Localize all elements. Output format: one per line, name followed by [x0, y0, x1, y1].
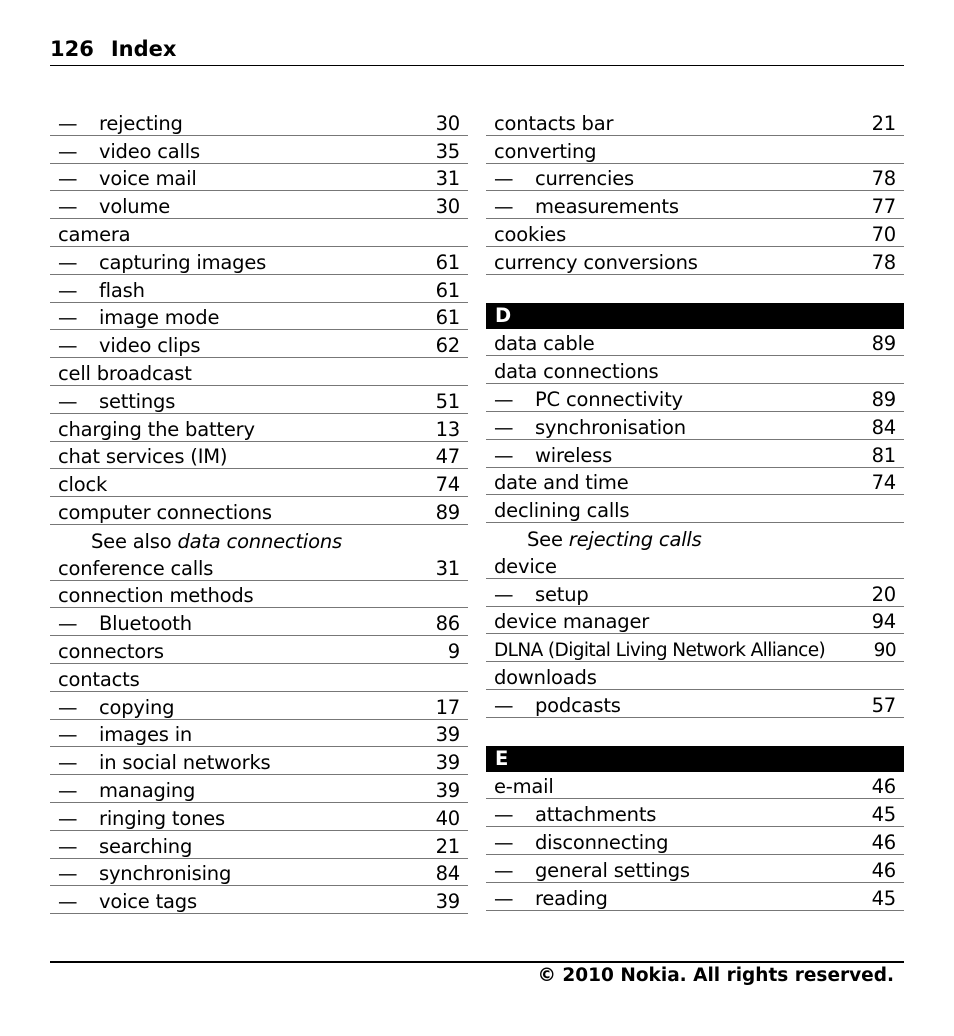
- entry-term: in social networks: [99, 751, 271, 775]
- entry-term: podcasts: [535, 693, 621, 717]
- entry-page-number: 45: [871, 886, 896, 910]
- entry-label: [494, 887, 608, 910]
- subentry-dash: —: [58, 834, 78, 858]
- entry-page-number: 61: [435, 306, 460, 330]
- entry-label: [58, 612, 192, 635]
- entry-label: [58, 668, 140, 691]
- index-subentry: [50, 775, 468, 803]
- entry-term: attachments: [535, 803, 657, 827]
- entry-label: [58, 862, 231, 885]
- entry-term: ringing tones: [99, 806, 226, 830]
- see-target: rejecting calls: [568, 527, 702, 551]
- subentry-dash: —: [58, 806, 78, 830]
- entry-page-number: 40: [435, 806, 460, 830]
- entry-page-number: 30: [435, 111, 460, 135]
- entry-page-number: 45: [871, 803, 896, 827]
- entry-page-number: 31: [435, 167, 460, 191]
- subentry-dash: —: [58, 723, 78, 747]
- entry-term: computer connections: [58, 500, 272, 524]
- index-entry: [486, 219, 904, 247]
- entry-term: measurements: [535, 195, 679, 219]
- index-subentry: [486, 164, 904, 192]
- entry-page-number: 61: [435, 250, 460, 274]
- entry-label: [58, 696, 174, 719]
- index-subentry: [50, 803, 468, 831]
- entry-label: [494, 195, 679, 218]
- entry-page-number: 94: [871, 610, 896, 634]
- entry-label: [58, 807, 225, 830]
- entry-label: [494, 444, 612, 467]
- entry-term: camera: [58, 222, 131, 246]
- entry-page-number: 51: [435, 389, 460, 413]
- index-column-left: [50, 108, 468, 914]
- index-column-right: [486, 108, 904, 911]
- entry-term: charging the battery: [58, 417, 255, 441]
- entry-label: [58, 890, 197, 913]
- section-spacer: [486, 275, 904, 303]
- entry-page-number: 90: [873, 640, 896, 662]
- entry-page-number: 74: [435, 473, 460, 497]
- entry-term: settings: [99, 389, 176, 413]
- entry-term: Bluetooth: [99, 612, 192, 636]
- subentry-dash: —: [494, 858, 514, 882]
- index-subentry: [50, 720, 468, 748]
- entry-term: voice tags: [99, 890, 197, 914]
- entry-label: [58, 473, 107, 496]
- index-subentry: [486, 690, 904, 718]
- index-entry: [50, 553, 468, 581]
- index-entry: [486, 634, 904, 662]
- subentry-dash: —: [58, 751, 78, 775]
- entry-term: converting: [494, 139, 597, 163]
- entry-term: video clips: [99, 334, 201, 358]
- entry-term: cell broadcast: [58, 361, 192, 385]
- entry-label: [58, 390, 175, 413]
- entry-label: [494, 251, 698, 274]
- entry-term: e-mail: [494, 775, 554, 799]
- entry-label: [58, 751, 271, 774]
- entry-term: contacts bar: [494, 111, 614, 135]
- index-subentry: [486, 799, 904, 827]
- subentry-dash: —: [58, 111, 78, 135]
- entry-page-number: 39: [435, 723, 460, 747]
- see-also-reference: [486, 523, 904, 551]
- entry-term: synchronising: [99, 862, 232, 886]
- entry-page-number: 57: [871, 693, 896, 717]
- entry-term: contacts: [58, 667, 140, 691]
- entry-page-number: 86: [435, 612, 460, 636]
- entry-page-number: 39: [435, 751, 460, 775]
- page-title: Index: [110, 37, 177, 61]
- entry-page-number: 47: [435, 445, 460, 469]
- subentry-dash: —: [494, 886, 514, 910]
- entry-term: setup: [535, 582, 589, 606]
- entry-label: [58, 195, 170, 218]
- index-subentry: [486, 827, 904, 855]
- index-subentry: [486, 855, 904, 883]
- entry-term: connectors: [58, 639, 164, 663]
- index-entry: [486, 551, 904, 579]
- index-entry: [486, 247, 904, 275]
- entry-page-number: 46: [871, 775, 896, 799]
- entry-label: [58, 557, 213, 580]
- entry-page-number: 30: [435, 195, 460, 219]
- subentry-dash: —: [494, 415, 514, 439]
- index-entry: [50, 469, 468, 497]
- entry-page-number: 20: [871, 582, 896, 606]
- index-subentry: [50, 859, 468, 887]
- entry-page-number: 78: [871, 250, 896, 274]
- subentry-dash: —: [58, 278, 78, 302]
- entry-label: [58, 835, 192, 858]
- entry-term: flash: [99, 278, 145, 302]
- entry-page-number: 9: [447, 639, 460, 663]
- entry-page-number: 89: [871, 387, 896, 411]
- subentry-dash: —: [58, 389, 78, 413]
- entry-page-number: 81: [871, 443, 896, 467]
- index-entry: [486, 356, 904, 384]
- subentry-dash: —: [494, 693, 514, 717]
- index-subentry: [50, 608, 468, 636]
- entry-term: PC connectivity: [535, 387, 683, 411]
- entry-label: [58, 723, 192, 746]
- index-subentry: [486, 883, 904, 911]
- entry-page-number: 70: [871, 222, 896, 246]
- entry-label: [58, 640, 164, 663]
- index-entry: [50, 581, 468, 609]
- copyright-notice: © 2010 Nokia. All rights reserved.: [537, 965, 894, 986]
- entry-label: [494, 140, 596, 163]
- entry-label: [58, 112, 183, 135]
- entry-page-number: 78: [871, 167, 896, 191]
- see-also-reference: [50, 525, 468, 553]
- index-subentry: [50, 831, 468, 859]
- entry-label: [58, 167, 197, 190]
- entry-term: cookies: [494, 222, 567, 246]
- subentry-dash: —: [58, 250, 78, 274]
- entry-term: video calls: [99, 139, 200, 163]
- index-entry: [50, 664, 468, 692]
- index-subentry: [486, 440, 904, 468]
- entry-term: images in: [99, 723, 193, 747]
- entry-page-number: 89: [435, 500, 460, 524]
- entry-label: [494, 416, 686, 439]
- entry-term: clock: [58, 473, 108, 497]
- entry-term: device manager: [494, 610, 650, 634]
- see-prefix: See: [527, 527, 563, 551]
- entry-term: DLNA (Digital Living Network Alliance): [494, 640, 826, 662]
- entry-label: [494, 831, 668, 854]
- index-subentry: [50, 330, 468, 358]
- entry-page-number: 39: [435, 778, 460, 802]
- subentry-dash: —: [494, 443, 514, 467]
- entry-label: [58, 445, 227, 468]
- entry-label: [494, 555, 557, 578]
- entry-term: voice mail: [99, 167, 197, 191]
- subentry-dash: —: [58, 167, 78, 191]
- entry-term: declining calls: [494, 499, 630, 523]
- subentry-dash: —: [58, 195, 78, 219]
- entry-label: [494, 332, 595, 355]
- index-subentry: [486, 579, 904, 607]
- entry-term: reading: [535, 886, 608, 910]
- entry-page-number: 46: [871, 830, 896, 854]
- index-subentry: [50, 303, 468, 331]
- section-header-e: E: [486, 746, 904, 772]
- subentry-dash: —: [58, 139, 78, 163]
- entry-label: [494, 223, 566, 246]
- entry-label: [494, 583, 589, 606]
- index-entry: [50, 219, 468, 247]
- entry-label: [494, 167, 634, 190]
- entry-page-number: 89: [871, 332, 896, 356]
- entry-page-number: 21: [435, 834, 460, 858]
- entry-label: [494, 499, 629, 522]
- entry-term: managing: [99, 778, 196, 802]
- entry-page-number: 62: [435, 334, 460, 358]
- subentry-dash: —: [58, 778, 78, 802]
- subentry-dash: —: [494, 195, 514, 219]
- index-subentry: [50, 747, 468, 775]
- entry-page-number: 84: [871, 415, 896, 439]
- index-subentry: [50, 247, 468, 275]
- entry-term: synchronisation: [535, 415, 686, 439]
- index-subentry: [50, 136, 468, 164]
- page-header: [50, 35, 904, 66]
- entry-page-number: 13: [435, 417, 460, 441]
- index-entry: [486, 329, 904, 357]
- entry-term: device: [494, 554, 557, 578]
- entry-page-number: 39: [435, 890, 460, 914]
- index-subentry: [486, 191, 904, 219]
- entry-label: [494, 388, 683, 411]
- entry-term: wireless: [535, 443, 613, 467]
- index-entry: [486, 772, 904, 800]
- entry-term: currencies: [535, 167, 634, 191]
- subentry-dash: —: [58, 612, 78, 636]
- index-entry: [50, 358, 468, 386]
- index-entry: [486, 607, 904, 635]
- entry-term: searching: [99, 834, 193, 858]
- entry-term: data cable: [494, 332, 595, 356]
- entry-label: [58, 279, 145, 302]
- entry-label: [494, 775, 554, 798]
- entry-label: [58, 501, 272, 524]
- entry-page-number: 84: [435, 862, 460, 886]
- subentry-dash: —: [58, 306, 78, 330]
- entry-page-number: 17: [435, 695, 460, 719]
- index-entry: [486, 662, 904, 690]
- index-entry: [50, 442, 468, 470]
- entry-label: [58, 779, 195, 802]
- subentry-dash: —: [494, 167, 514, 191]
- page-number: 126: [50, 37, 94, 61]
- subentry-dash: —: [494, 387, 514, 411]
- entry-term: capturing images: [99, 250, 267, 274]
- entry-term: disconnecting: [535, 830, 669, 854]
- entry-term: image mode: [99, 306, 220, 330]
- index-entry: [486, 468, 904, 496]
- index-subentry: [486, 412, 904, 440]
- index-subentry: [50, 386, 468, 414]
- entry-label: [58, 418, 255, 441]
- entry-label: [494, 112, 613, 135]
- see-target: data connections: [177, 529, 342, 553]
- section-spacer: [486, 718, 904, 746]
- entry-term: connection methods: [58, 584, 254, 608]
- index-subentry: [50, 164, 468, 192]
- entry-label: [494, 610, 649, 633]
- index-subentry: [50, 108, 468, 136]
- entry-label: [494, 694, 621, 717]
- entry-label: [58, 362, 192, 385]
- subentry-dash: —: [494, 803, 514, 827]
- entry-label: [58, 140, 200, 163]
- entry-label: [58, 334, 200, 357]
- entry-term: chat services (IM): [58, 445, 228, 469]
- index-subentry: [50, 692, 468, 720]
- entry-label: [58, 223, 130, 246]
- index-subentry: [486, 384, 904, 412]
- entry-term: rejecting: [99, 111, 183, 135]
- section-header-d: D: [486, 303, 904, 329]
- entry-label: [494, 666, 597, 689]
- entry-term: currency conversions: [494, 250, 698, 274]
- entry-label: [58, 251, 266, 274]
- index-entry: [486, 108, 904, 136]
- entry-page-number: 74: [871, 471, 896, 495]
- index-subentry: [50, 886, 468, 914]
- index-entry: [50, 414, 468, 442]
- subentry-dash: —: [58, 334, 78, 358]
- entry-term: conference calls: [58, 556, 214, 580]
- index-subentry: [50, 275, 468, 303]
- see-prefix: See also: [91, 529, 172, 553]
- entry-page-number: 61: [435, 278, 460, 302]
- subentry-dash: —: [58, 695, 78, 719]
- subentry-dash: —: [58, 890, 78, 914]
- subentry-dash: —: [494, 830, 514, 854]
- index-entry: [50, 497, 468, 525]
- entry-page-number: 35: [435, 139, 460, 163]
- entry-label: [58, 584, 254, 607]
- entry-term: volume: [99, 195, 171, 219]
- entry-label: [494, 471, 629, 494]
- entry-label: [494, 859, 690, 882]
- index-entry: [486, 136, 904, 164]
- entry-page-number: 21: [871, 111, 896, 135]
- subentry-dash: —: [494, 582, 514, 606]
- entry-label: [58, 306, 219, 329]
- index-subentry: [50, 191, 468, 219]
- entry-term: data connections: [494, 360, 659, 384]
- entry-label: [494, 360, 659, 383]
- index-entry: [50, 636, 468, 664]
- entry-page-number: 46: [871, 858, 896, 882]
- entry-term: date and time: [494, 471, 629, 495]
- entry-term: copying: [99, 695, 175, 719]
- entry-label: [494, 803, 656, 826]
- subentry-dash: —: [58, 862, 78, 886]
- entry-term: downloads: [494, 665, 597, 689]
- entry-page-number: 31: [435, 556, 460, 580]
- entry-label: [494, 640, 825, 661]
- index-entry: [486, 495, 904, 523]
- entry-term: general settings: [535, 858, 690, 882]
- entry-page-number: 77: [871, 195, 896, 219]
- page-footer: [50, 961, 904, 993]
